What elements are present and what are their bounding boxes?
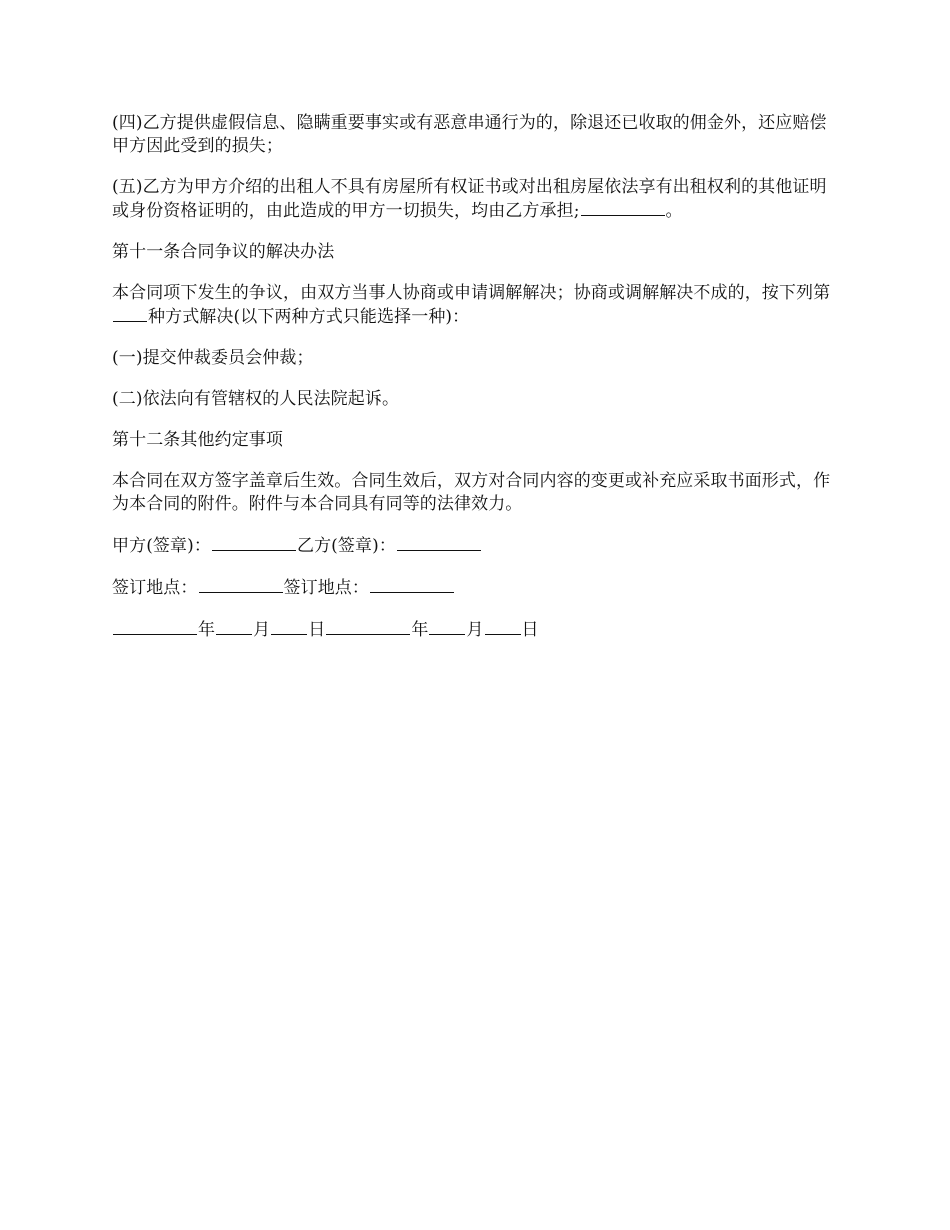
- signature-line: [112, 534, 842, 558]
- party-a-month-blank[interactable]: [216, 618, 252, 635]
- party-a-place-blank[interactable]: [199, 576, 283, 593]
- party-b-day-blank[interactable]: [485, 618, 521, 635]
- date-line: [112, 618, 842, 642]
- clause-four: [112, 112, 842, 158]
- clause-five-text: (五)乙方为甲方介绍的出租人不具有房屋所有权证书或对出租房屋依法享有出租权利的其他证明或身份资格证明的，由此造成的甲方一切损失，均由乙方承担;: [112, 177, 827, 221]
- party-a-place-label: 签订地点：: [112, 578, 198, 598]
- party-a-year-label: 年: [198, 620, 216, 640]
- clause-five: [112, 176, 842, 223]
- article-eleven-body-text-end: 种方式解决(以下两种方式只能选择一种)：: [148, 307, 470, 327]
- party-b-month-label: 月: [466, 620, 484, 640]
- article-twelve-title-text: 第十二条其他约定事项: [112, 430, 283, 450]
- option-two: [112, 388, 842, 411]
- party-b-month-blank[interactable]: [429, 618, 465, 635]
- party-a-day-blank[interactable]: [271, 618, 307, 635]
- party-b-place-blank[interactable]: [370, 576, 454, 593]
- article-twelve-title: [112, 429, 842, 452]
- option-one-text: (一)提交仲裁委员会仲裁；: [112, 348, 314, 368]
- article-twelve-body-text: 本合同在双方签字盖章后生效。合同生效后，双方对合同内容的变更或补充应采取书面形式，作为本合同的附件。附件与本合同具有同等的法律效力。: [112, 471, 831, 514]
- party-a-signature-blank[interactable]: [212, 534, 296, 551]
- party-b-year-label: 年: [411, 620, 429, 640]
- document-page: [112, 112, 842, 660]
- party-b-year-blank[interactable]: [326, 618, 410, 635]
- option-two-text: (二)依法向有管辖权的人民法院起诉。: [112, 389, 400, 409]
- blank-line[interactable]: [581, 199, 665, 216]
- option-one: [112, 347, 842, 370]
- article-eleven-title: [112, 241, 842, 264]
- party-a-day-label: 日: [308, 620, 326, 640]
- party-b-signature-label: 乙方(签章)：: [296, 536, 396, 556]
- party-b-signature-blank[interactable]: [397, 534, 481, 551]
- article-twelve-body: [112, 470, 842, 516]
- party-a-year-blank[interactable]: [113, 618, 197, 635]
- party-b-place-label: 签订地点：: [283, 578, 369, 598]
- clause-five-end: 。: [665, 201, 683, 221]
- article-eleven-body: [112, 282, 842, 329]
- party-b-day-label: 日: [521, 620, 539, 640]
- article-eleven-title-text: 第十一条合同争议的解决办法: [112, 242, 335, 262]
- party-a-month-label: 月: [253, 620, 271, 640]
- clause-four-text: (四)乙方提供虚假信息、隐瞒重要事实或有恶意串通行为的，除退还已收取的佣金外，还应赔偿甲方因此受到的损失；: [112, 113, 827, 156]
- blank-line-option-number[interactable]: [113, 305, 147, 322]
- signing-place-line: [112, 576, 842, 600]
- article-eleven-body-text: 本合同项下发生的争议，由双方当事人协商或申请调解解决；协商或调解解决不成的，按下列第: [112, 283, 831, 303]
- party-a-signature-label: 甲方(签章)：: [112, 536, 211, 556]
